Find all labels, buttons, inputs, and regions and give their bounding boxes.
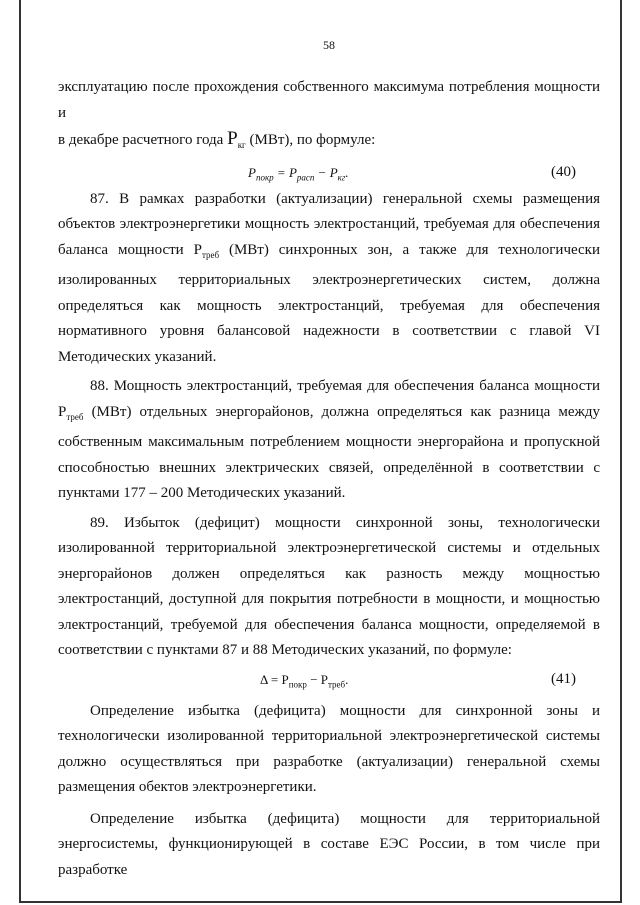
formula-subscript: покр bbox=[288, 679, 307, 690]
symbol-subscript: кг bbox=[237, 140, 246, 150]
formula-symbol: P bbox=[248, 164, 256, 180]
document-page bbox=[58, 38, 600, 883]
formula-subscript: покр bbox=[255, 172, 274, 183]
formula-symbol: Δ bbox=[260, 671, 268, 687]
formula-symbol: P bbox=[281, 671, 289, 687]
formula-40 bbox=[58, 159, 600, 186]
formula-subscript: расп bbox=[296, 172, 315, 183]
formula-41 bbox=[58, 666, 600, 693]
paragraph-87 bbox=[58, 187, 600, 371]
paragraph-text: 88. Мощность электростанций, требуемая для обеспечения баланса мощности P bbox=[58, 378, 600, 420]
formula-symbol: P bbox=[288, 164, 297, 180]
formula-expression: $P_{покр} = P_{расп} - P_{кг}$. bbox=[248, 164, 349, 183]
formula-symbol: P bbox=[329, 164, 338, 180]
page-number: 58 bbox=[323, 38, 335, 52]
formula-subscript: кг bbox=[337, 172, 346, 183]
paragraph-definition-1: Определение избытка (дефицита) мощности для синхронной зоны и технологически изолированной территориальной электроэнергетической системы должно осуществляться при разработке (актуализации) генеральной схемы размещения обектов электроэнергетики. bbox=[58, 702, 600, 795]
equation-number: (41) bbox=[551, 670, 576, 687]
paragraph-88 bbox=[58, 374, 600, 507]
paragraph-line: эксплуатацию после прохождения собственного максимума потребления мощности и bbox=[58, 79, 600, 121]
paragraph-text: (МВт) отдельных энергорайонов, должна определяться как разница между собственным максимальным потреблением мощности энергорайона и пропускной способностью внешних электрических связей, определённой в соответствии с пунктами 177 – 200 Методических указаний. bbox=[58, 403, 600, 501]
formula-symbol: P bbox=[320, 671, 329, 687]
paragraph-definition-2: Определение избытка (дефицита) мощности для территориальной энергосистемы, функционирующей в составе ЕЭС России, в том числе при разработке bbox=[58, 810, 600, 878]
paragraph-89: 89. Избыток (дефицит) мощности синхронной зоны, технологически изолированной территориальной электроэнергетической системы и отдельных энергорайонов должен определяться как разность между мощностью электростанций, доступной для покрытия потребности в мощности, и мощностью электростанций, требуемой для обеспечения баланса мощности, определяемой в соответствии с пунктами 87 и 88 Методических указаний, по формуле: bbox=[58, 514, 600, 658]
symbol-subscript: треб bbox=[66, 411, 84, 422]
paragraph-text: (МВт) синхронных зон, а также для технологически изолированных территориальных электроэнергетических систем, должна определяться как мощность электростанций, требуемая для обеспечения нормативного уровня балансовой надежности в соответствии с главой VI Методических указаний. bbox=[58, 241, 600, 365]
symbol-subscript: треб bbox=[201, 249, 220, 260]
equation-number: (40) bbox=[551, 163, 576, 180]
formula-expression: $\Delta = P_{покр} - P_{треб}$. bbox=[260, 671, 349, 690]
symbol-p: P bbox=[227, 128, 238, 149]
formula-subscript: треб bbox=[328, 679, 346, 690]
paragraph-line: в декабре расчетного года bbox=[58, 132, 228, 148]
paragraph-continuation bbox=[58, 75, 600, 159]
paragraph-line: (МВт), по формуле: bbox=[245, 132, 376, 148]
paragraph-text: 87. В рамках разработки (актуализации) генеральной схемы размещения объектов электроэнергетики мощность электростанций, требуемая для обеспечения баланса мощности P bbox=[58, 190, 600, 258]
